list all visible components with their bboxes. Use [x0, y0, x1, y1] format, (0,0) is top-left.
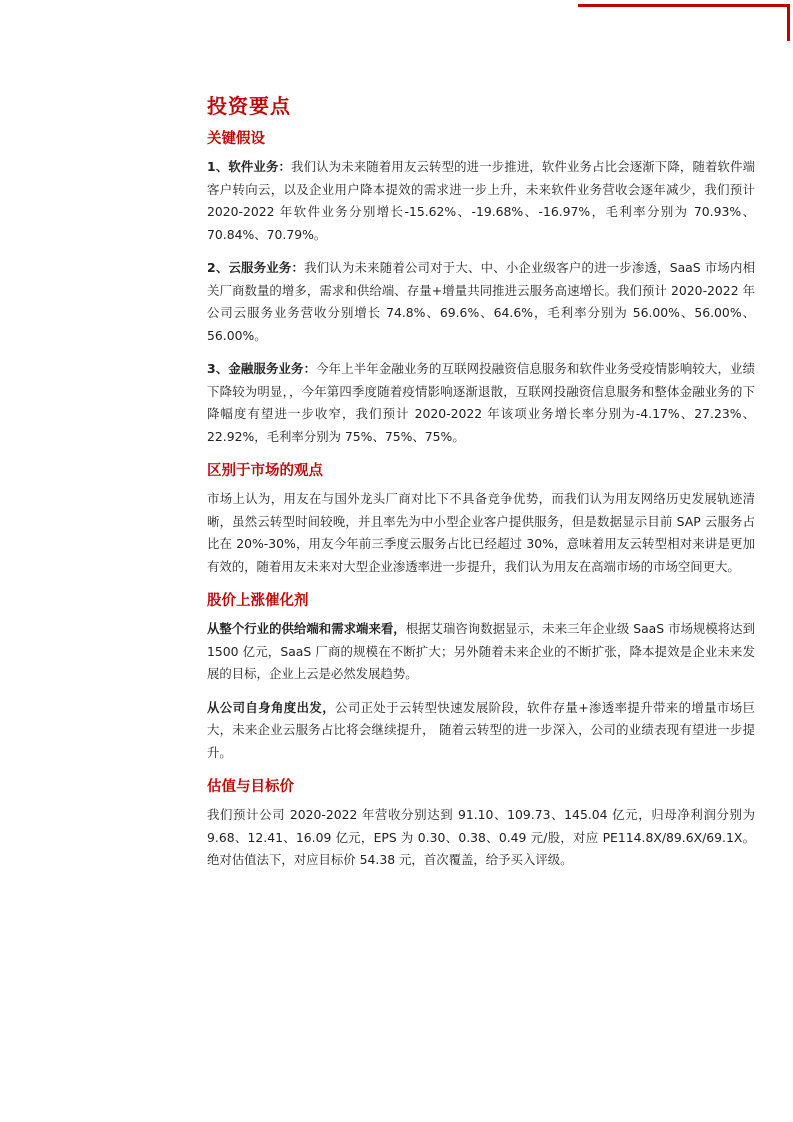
- section-title-catalysts: 股价上涨催化剂: [207, 593, 309, 609]
- catalyst-industry: [207, 618, 755, 686]
- section-title-valuation: 估值与目标价: [207, 779, 294, 795]
- assumption-cloud: [207, 257, 755, 347]
- assumption-lead: 3、金融服务业务：: [207, 361, 317, 376]
- assumption-text: 我们认为未来随着公司对于大、中、小企业级客户的进一步渗透，SaaS 市场内相关厂商数量的增多，需求和供给端、存量+增量共同推进云服务高速增长。我们预计 2020-2022 年公司云服务业务营收分别增长 74.8%、69.6%、64.6%，毛利率分别为 56.00%、56.00%、56.00%。: [207, 260, 755, 343]
- market-view-text: 市场上认为，用友在与国外龙头厂商对比下不具备竞争优势，而我们认为用友网络历史发展轨迹清晰，虽然云转型时间较晚，并且率先为中小型企业客户提供服务，但是数据显示目前 SAP 云服务占比在 20%-30%，用友今年前三季度云服务占比已经超过 30%，意味着用友云转型相对来讲是更加有效的，随着用友未来对大型企业渗透率进一步提升，我们认为用友在高端市场的市场空间更大。: [207, 491, 755, 574]
- catalyst-text: 公司正处于云转型快速发展阶段，软件存量+渗透率提升带来的增量市场巨大，未来企业云服务占比将会继续提升， 随着云转型的进一步深入，公司的业绩表现有望进一步提升。: [207, 699, 756, 760]
- section-title-market-view: 区别于市场的观点: [207, 463, 323, 479]
- assumption-lead: 1、软件业务：: [207, 159, 292, 174]
- catalyst-lead: 从公司自身角度出发，: [207, 699, 336, 715]
- report-body: [207, 90, 755, 883]
- valuation-text: 我们预计公司 2020-2022 年营收分别达到 91.10、109.73、145.04 亿元，归母净利润分别为 9.68、12.41、16.09 亿元，EPS 为 0.30、0.38、0.49 元/股，对应 PE114.8X/89.6X/69.1X。绝对估值法下，对应目标价 54.38 元，首次覆盖，给予买入评级。: [207, 807, 755, 867]
- corner-accent-line: [578, 4, 790, 7]
- assumption-text: 今年上半年金融业务的互联网投融资信息服务和软件业务受疫情影响较大，业绩下降较为明显，，今年第四季度随着疫情影响逐渐退散，互联网投融资信息服务和整体金融业务的下降幅度有望进一步收窄，我们预计 2020-2022 年该项业务增长率分别为-4.17%、27.23%、22.92%，毛利率分别为 75%、75%、75%。: [207, 361, 755, 444]
- assumption-text: 我们认为未来随着用友云转型的进一步推进，软件业务占比会逐渐下降，随着软件端客户转向云，以及企业用户降本提效的需求进一步上升，未来软件业务营收会逐年减少，我们预计 2020-2022 年软件业务分别增长-15.62%、-19.68%、-16.97%，毛利率分别为 70.93%、70.84%、70.79%。: [207, 159, 756, 242]
- page-title: 投资要点: [207, 94, 291, 118]
- assumption-finance: [207, 358, 755, 448]
- catalyst-text: 根据艾瑞咨询数据显示，未来三年企业级 SaaS 市场规模将达到 1500 亿元，SaaS 厂商的规模在不断扩大；另外随着未来企业的不断扩张，降本提效是企业未来发展的目标，企业上云是必然发展趋势。: [207, 621, 755, 681]
- catalyst-lead: 从整个行业的供给端和需求端来看，: [207, 621, 406, 636]
- assumption-software: [207, 156, 755, 246]
- section-title-key-assumptions: 关键假设: [207, 131, 265, 147]
- assumption-lead: 2、云服务业务：: [207, 260, 305, 275]
- corner-accent-line-vertical: [787, 4, 790, 41]
- catalyst-company: [207, 697, 755, 765]
